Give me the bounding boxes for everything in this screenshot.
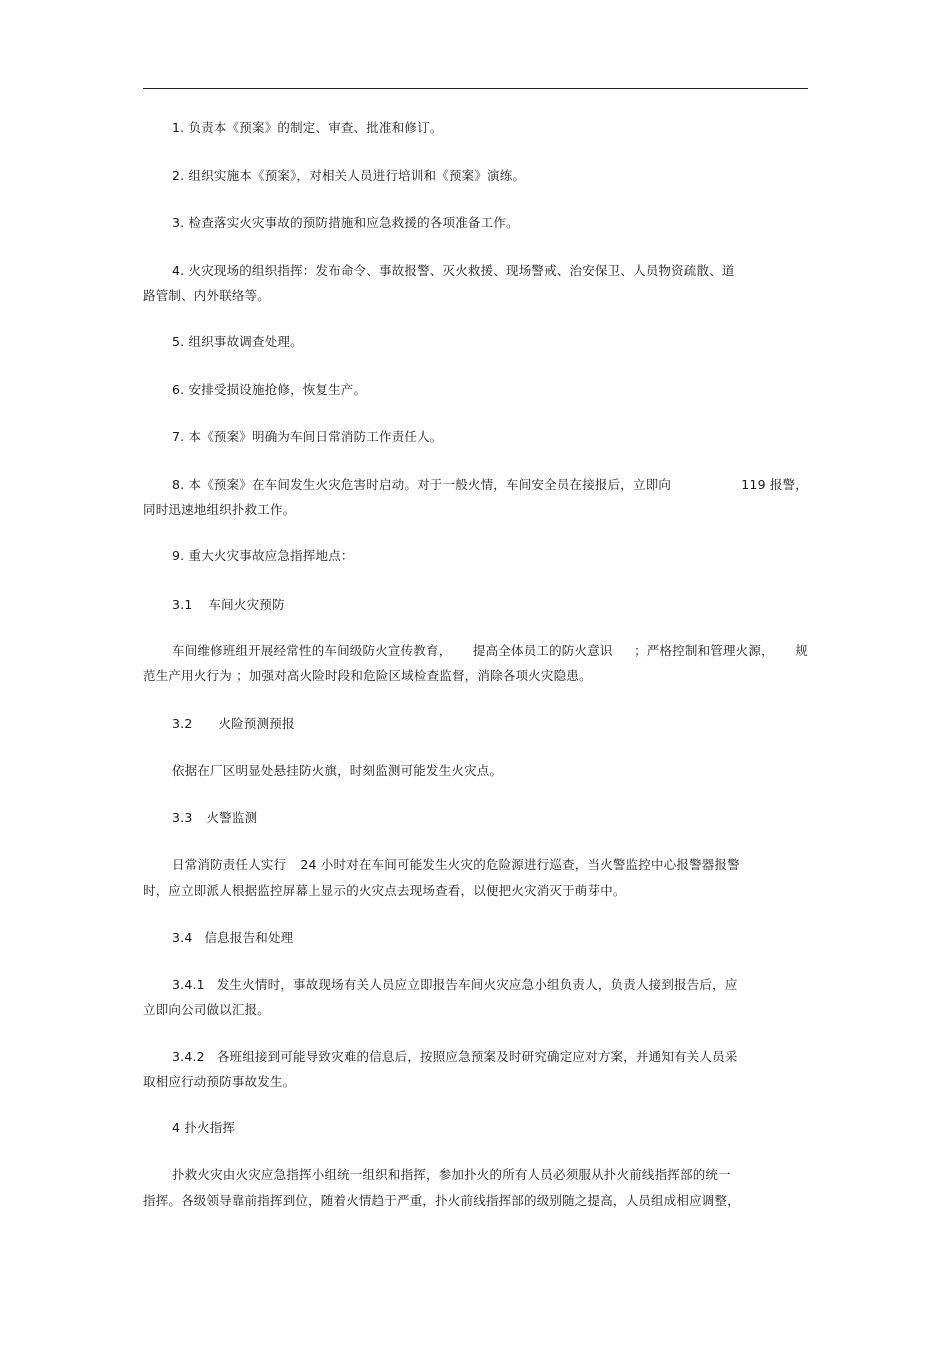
section-3-1-line-2: 范生产用火行为 ；加强对高火险时段和危险区域检查监督，消除各项火灾隐患。 <box>143 668 592 683</box>
item-2: 2. 组织实施本《预案》，对相关人员进行培训和《预案》演练。 <box>172 168 526 183</box>
section-3-4-2-line-2: 取相应行动预防事故发生。 <box>143 1074 296 1089</box>
text-fragment: 车间维修班组开展经常性的车间级防火宣传教育， <box>172 643 452 658</box>
item-7: 7. 本《预案》明确为车间日常消防工作责任人。 <box>172 429 443 444</box>
item-8-text: 8. 本《预案》在车间发生火灾危害时启动。对于一般火情，车间安全员在接报后，立即向 <box>172 477 672 492</box>
section-title: 信息报告和处理 <box>204 930 294 945</box>
section-3-3-line-1 <box>172 857 837 873</box>
section-number: 3.4.2 <box>172 1049 205 1064</box>
item-8-line-2: 同时迅速地组织扑救工作。 <box>143 502 296 517</box>
section-3-2-text: 依据在厂区明显处悬挂防火旗，时刻监测可能发生火灾点。 <box>172 763 503 778</box>
item-1: 1. 负责本《预案》的制定、审查、批准和修订。 <box>172 120 443 135</box>
item-5: 5. 组织事故调查处理。 <box>172 334 303 349</box>
text-fragment: 日常消防责任人实行 <box>172 857 287 872</box>
section-title: 火警监测 <box>206 810 258 825</box>
text-fragment: 规 <box>795 643 808 658</box>
section-3-1-line-1 <box>172 643 808 659</box>
section-number: 3.2 <box>172 716 193 731</box>
section-3-2-heading <box>172 716 837 732</box>
item-6: 6. 安排受损设施抢修，恢复生产。 <box>172 382 367 397</box>
item-4-line-1: 4. 火灾现场的组织指挥：发布命令、事故报警、灭火救援、现场警戒、治安保卫、人员物资疏散、道 <box>172 263 735 278</box>
section-3-1-heading <box>172 597 837 613</box>
section-title: 车间火灾预防 <box>208 597 285 612</box>
section-3-4-1-line-2: 立即向公司做以汇报。 <box>143 1002 271 1017</box>
text-fragment: 发生火情时，事故现场有关人员应立即报告车间火灾应急小组负责人，负责人接到报告后，应 <box>216 977 738 992</box>
item-9: 9. 重大火灾事故应急指挥地点： <box>172 548 354 563</box>
section-4-line-2: 指挥。各级领导靠前指挥到位，随着火情趋于严重，扑火前线指挥部的级别随之提高，人员组成相应调整， <box>143 1193 740 1208</box>
section-3-4-1-line-1 <box>172 977 837 993</box>
section-number: 3.3 <box>172 810 193 825</box>
text-fragment: ；严格控制和管理火源， <box>634 643 774 658</box>
item-4-line-2: 路管制、内外联络等。 <box>143 288 271 303</box>
section-4-line-1: 扑救火灾由火灾应急指挥小组统一组织和指挥，参加扑火的所有人员必须服从扑火前线指挥部的统一 <box>172 1167 731 1182</box>
item-8-line-1 <box>172 477 808 493</box>
section-4-heading: 4 扑火指挥 <box>172 1120 236 1135</box>
text-fragment: 提高全体员工的防火意识 <box>472 643 613 658</box>
section-3-4-heading <box>172 930 837 946</box>
section-number: 3.4.1 <box>172 977 205 992</box>
section-number: 3.4 <box>172 930 193 945</box>
section-3-4-2-line-1 <box>172 1049 837 1065</box>
section-3-3-line-2: 时，应立即派人根据监控屏幕上显示的火灾点去现场查看，以便把火灾消灭于萌芽中。 <box>143 883 626 898</box>
section-title: 火险预测预报 <box>218 716 295 731</box>
text-fragment: 各班组接到可能导致灾难的信息后，按照应急预案及时研究确定应对方案，并通知有关人员采 <box>216 1049 738 1064</box>
section-number: 3.1 <box>172 597 193 612</box>
item-8-alarm: 119 报警， <box>741 477 808 492</box>
text-fragment: 24 小时对在车间可能发生火灾的危险源进行巡查，当火警监控中心报警器报警 <box>300 857 740 872</box>
item-3: 3. 检查落实火灾事故的预防措施和应急救援的各项准备工作。 <box>172 215 519 230</box>
section-3-3-heading <box>172 810 837 826</box>
